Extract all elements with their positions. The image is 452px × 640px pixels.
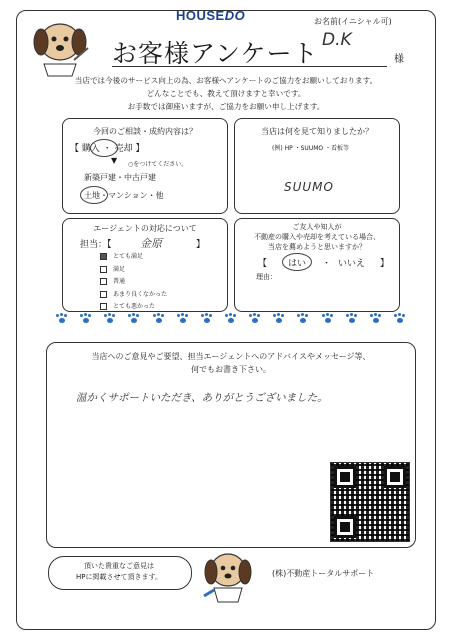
agent-name-value: 金原 <box>140 237 162 250</box>
source-answer: SUUMO <box>284 180 334 194</box>
rating-option[interactable]: あまり良くなかった <box>100 289 167 302</box>
selected-circle <box>80 186 108 204</box>
referral-question: ご友人や知人が 不動産の購入や売却を考えている場合、 当店を薦めようと思いますか？ <box>254 223 380 251</box>
checkbox-icon <box>100 278 107 285</box>
paw-icon <box>104 314 116 324</box>
paw-icon <box>249 314 261 324</box>
checkbox-icon <box>100 303 107 310</box>
paw-icon <box>80 314 92 324</box>
paw-icon <box>394 314 406 324</box>
dog-mascot-icon <box>198 546 260 604</box>
checkbox-checked-icon <box>100 253 107 260</box>
paw-icon <box>346 314 358 324</box>
rating-option[interactable]: とても悪かった <box>100 301 167 314</box>
name-field-label: お名前(イニシャル可) <box>314 17 392 26</box>
referral-reason-label: 理由： <box>256 273 277 281</box>
referral-separator: ・ <box>322 259 332 269</box>
paw-divider <box>56 314 406 324</box>
consult-note: ○をつけてください。 <box>128 161 188 168</box>
company-name: (株)不動産トータルサポート <box>272 569 375 578</box>
agent-rating-list <box>100 251 167 314</box>
paw-icon <box>322 314 334 324</box>
brand-logo: HOUSEDO <box>176 8 246 23</box>
name-value: D.K <box>322 30 352 50</box>
paw-icon <box>56 314 68 324</box>
qr-code <box>330 462 410 542</box>
consult-options: 【 購入 ・ 売却 】 <box>70 144 145 154</box>
name-underline <box>112 66 387 67</box>
checkbox-icon <box>100 291 107 298</box>
consult-title: 今回のご相談・成約内容は？ <box>93 127 197 136</box>
speech-bubble-text: 頂いた貴重なご意見は HPに掲載させて頂きます。 <box>76 562 162 581</box>
paw-icon <box>201 314 213 324</box>
selected-circle <box>90 139 118 157</box>
page-title: お客様アンケート <box>112 39 319 68</box>
paw-icon <box>225 314 237 324</box>
agent-title: エージェントの対応について <box>93 224 197 233</box>
paw-icon <box>177 314 189 324</box>
rating-option[interactable]: とても満足 <box>100 251 167 264</box>
referral-no[interactable]: いいえ <box>338 259 366 269</box>
referral-yes[interactable]: はい <box>288 259 307 269</box>
rating-option[interactable]: 普通 <box>100 276 167 289</box>
paw-icon <box>153 314 165 324</box>
paw-icon <box>273 314 285 324</box>
paw-icon <box>370 314 382 324</box>
paw-icon <box>128 314 140 324</box>
dog-mascot-icon <box>30 12 92 78</box>
comments-handwritten: 温かくサポートいただき、ありがとうございました。 <box>76 392 328 404</box>
comments-prompt: 当店へのご意見やご要望、担当エージェントへのアドバイスやメッセージ等、 何でもお書き下さい。 <box>91 352 371 374</box>
checkbox-icon <box>100 266 107 273</box>
consult-types-2: 土地・マンション・他 <box>84 191 164 200</box>
source-title: 当店は何を見て知りましたか？ <box>261 127 373 136</box>
honorific-label: 様 <box>394 54 404 65</box>
agent-name-label: 担当：【 <box>80 240 112 250</box>
referral-open-bracket: 【 <box>258 259 268 269</box>
paw-icon <box>297 314 309 324</box>
referral-close-bracket: 】 <box>380 259 390 269</box>
consult-types-1: 新築戸建・中古戸建 <box>84 173 156 182</box>
source-example: (例) HP ・SUUMO ・看板等 <box>272 145 350 152</box>
arrow-down-icon: ▼ <box>111 156 118 165</box>
intro-text: 当店では今後のサービス向上の為、お客様へアンケートのご協力をお願いしております。 どんなことでも、教えて頂けますと幸いです。 お手数では御座いますが、ご協力をお願い申し上げます。 <box>74 76 378 111</box>
rating-option[interactable]: 満足 <box>100 264 167 277</box>
selected-circle <box>282 253 312 271</box>
agent-name-close: 】 <box>196 240 206 250</box>
